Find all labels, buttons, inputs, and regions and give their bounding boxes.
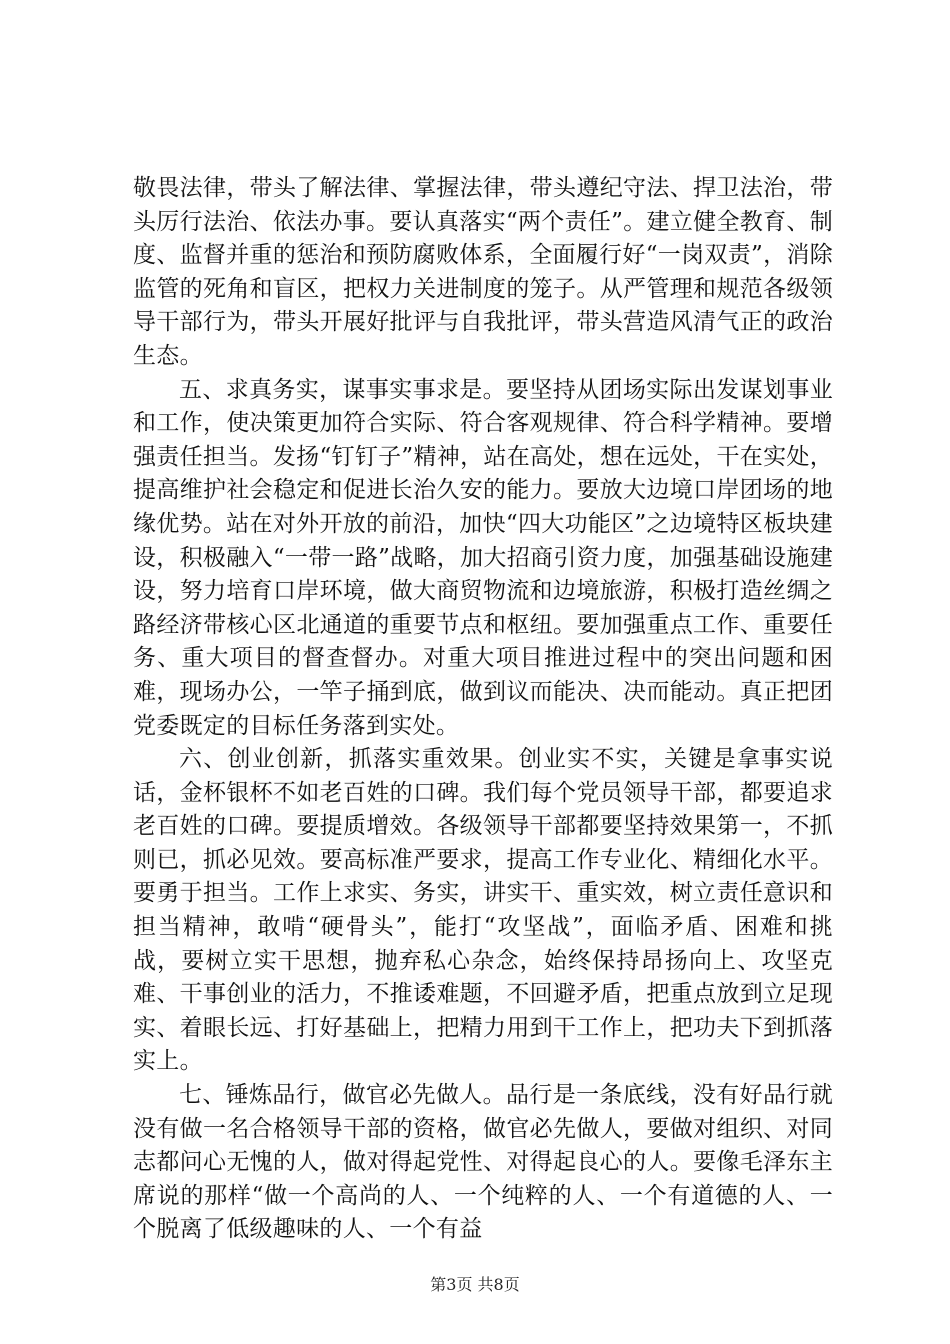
paragraph-section-five: 五、求真务实，谋事实事求是。要坚持从团场实际出发谋划事业和工作，使决策更加符合实际、符合客观规律、符合科学精神。要增强责任担当。发扬“钉钉子”精神，站在高处，想在远处，干在实处，提高维护社会稳定和促进长治久安的能力。要放大边境口岸团场的地缘优势。站在对外开放的前沿，加快“四大功能区”之边境特区板块建设，积极融入“一带一路”战略，加大招商引资力度，加强基础设施建设，努力培育口岸环境，做大商贸物流和边境旅游，积极打造丝绸之路经济带核心区北通道的重要节点和枢纽。要加强重点工作、重要任务、重大项目的督查督办。对重大项目推进过程中的突出问题和困难，现场办公，一竿子捅到底，做到议而能决、决而能动。真正把团党委既定的目标任务落到实处。 bbox=[133, 376, 833, 739]
paragraph-section-seven: 七、锤炼品行，做官必先做人。品行是一条底线，没有好品行就没有做一名合格领导干部的资格，做官必先做人，要做对组织、对同志都问心无愧的人，做对得起党性、对得起良心的人。要像毛泽东主席说的那样“做一个高尚的人、一个纯粹的人、一个有道德的人、一个脱离了低级趣味的人、一个有益 bbox=[133, 1082, 833, 1243]
paragraph-section-six: 六、创业创新，抓落实重效果。创业实不实，关键是拿事实说话，金杯银杯不如老百姓的口碑。我们每个党员领导干部，都要追求老百姓的口碑。要提质增效。各级领导干部都要坚持效果第一，不抓则已，抓必见效。要高标准严要求，提高工作专业化、精细化水平。要勇于担当。工作上求实、务实，讲实干、重实效，树立责任意识和担当精神，敢啃“硬骨头”，能打“攻坚战”，面临矛盾、困难和挑战，要树立实干思想，抛弃私心杂念，始终保持昂扬向上、攻坚克难、干事创业的活力，不推诿难题，不回避矛盾，把重点放到立足现实、着眼长远、打好基础上，把精力用到干工作上，把功夫下到抓落实上。 bbox=[133, 746, 833, 1075]
document-body bbox=[133, 172, 833, 1247]
paragraph-continued: 敬畏法律，带头了解法律、掌握法律，带头遵纪守法、捍卫法治，带头厉行法治、依法办事。要认真落实“两个责任”。建立健全教育、制度、监督并重的惩治和预防腐败体系，全面履行好“一岗双责”，消除监管的死角和盲区，把权力关进制度的笼子。从严管理和规范各级领导干部行为，带头开展好批评与自我批评，带头营造风清气正的政治生态。 bbox=[133, 175, 833, 369]
page-number-footer: 第3页 共8页 bbox=[430, 1275, 520, 1294]
